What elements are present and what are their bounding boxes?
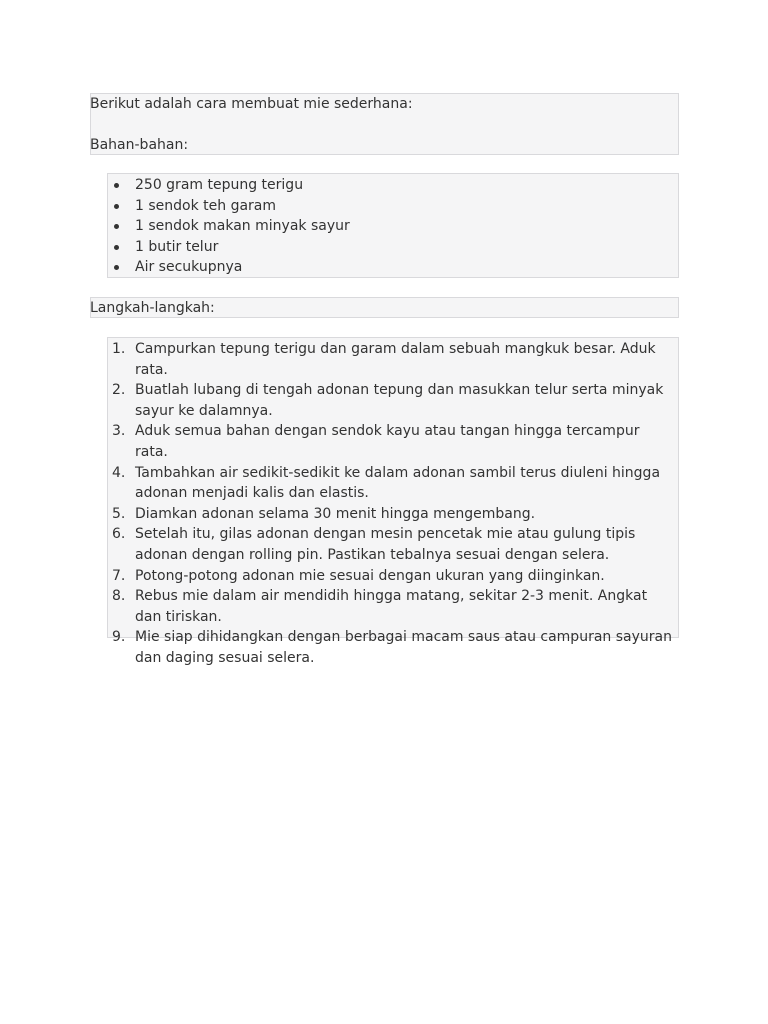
list-item (107, 339, 678, 380)
step-number: 7. (112, 567, 126, 584)
list-item (107, 524, 678, 565)
step-number: 3. (112, 423, 126, 440)
bullet-icon (114, 204, 119, 209)
list-item (107, 504, 678, 525)
ingredient-text: 1 sendok teh garam (135, 197, 277, 214)
step-text: Campurkan tepung terigu dan garam dalam sebuah mangkuk besar. Aduk rata. (135, 341, 656, 378)
bullet-icon (114, 245, 119, 250)
ingredient-text: 1 butir telur (135, 238, 219, 255)
step-text: Setelah itu, gilas adonan dengan mesin pencetak mie atau gulung tipis adonan dengan rolling pin. Pastikan tebalnya sesuai dengan selera. (135, 526, 636, 563)
step-text: Aduk semua bahan dengan sendok kayu atau tangan hingga tercampur rata. (135, 423, 640, 460)
step-text: Potong-potong adonan mie sesuai dengan ukuran yang diinginkan. (135, 567, 605, 584)
list-item (107, 175, 678, 196)
ingredient-text: 250 gram tepung terigu (135, 177, 304, 193)
ingredient-text: 1 sendok makan minyak sayur (135, 218, 350, 235)
list-item (107, 380, 678, 421)
list-item (107, 566, 678, 587)
bullet-icon (114, 224, 119, 229)
step-number: 2. (112, 382, 126, 399)
step-number: 8. (112, 588, 126, 605)
step-text: Diamkan adonan selama 30 menit hingga mengembang. (135, 505, 536, 522)
list-item (107, 196, 678, 217)
list-item (107, 216, 678, 237)
step-text: Tambahkan air sedikit-sedikit ke dalam adonan sambil terus diuleni hingga adonan menjadi kalis dan elastis. (135, 464, 661, 502)
intro-text: Berikut adalah cara membuat mie sederhana: (90, 96, 413, 112)
step-number: 9. (112, 629, 126, 646)
ingredients-heading: Bahan-bahan: (90, 137, 189, 153)
ingredients-list (107, 175, 678, 278)
step-number: 6. (112, 526, 126, 543)
list-item (107, 627, 678, 668)
step-text: Mie siap dihidangkan dengan berbagai macam saus atau campuran sayuran dan daging sesuai selera. (135, 629, 672, 666)
bullet-icon (114, 183, 119, 188)
step-number: 1. (112, 341, 126, 357)
step-number: 5. (112, 505, 126, 522)
steps-heading: Langkah-langkah: (90, 300, 215, 316)
ingredient-text: Air secukupnya (135, 259, 243, 276)
list-item (107, 586, 678, 627)
list-item (107, 463, 678, 504)
step-text: Buatlah lubang di tengah adonan tepung dan masukkan telur serta minyak sayur ke dalamnya. (135, 382, 664, 419)
list-item (107, 237, 678, 258)
steps-list (107, 339, 678, 669)
step-number: 4. (112, 464, 126, 481)
list-item (107, 421, 678, 462)
list-item (107, 257, 678, 278)
bullet-icon (114, 265, 119, 270)
step-text: Rebus mie dalam air mendidih hingga matang, sekitar 2-3 menit. Angkat dan tiriskan. (135, 588, 648, 625)
